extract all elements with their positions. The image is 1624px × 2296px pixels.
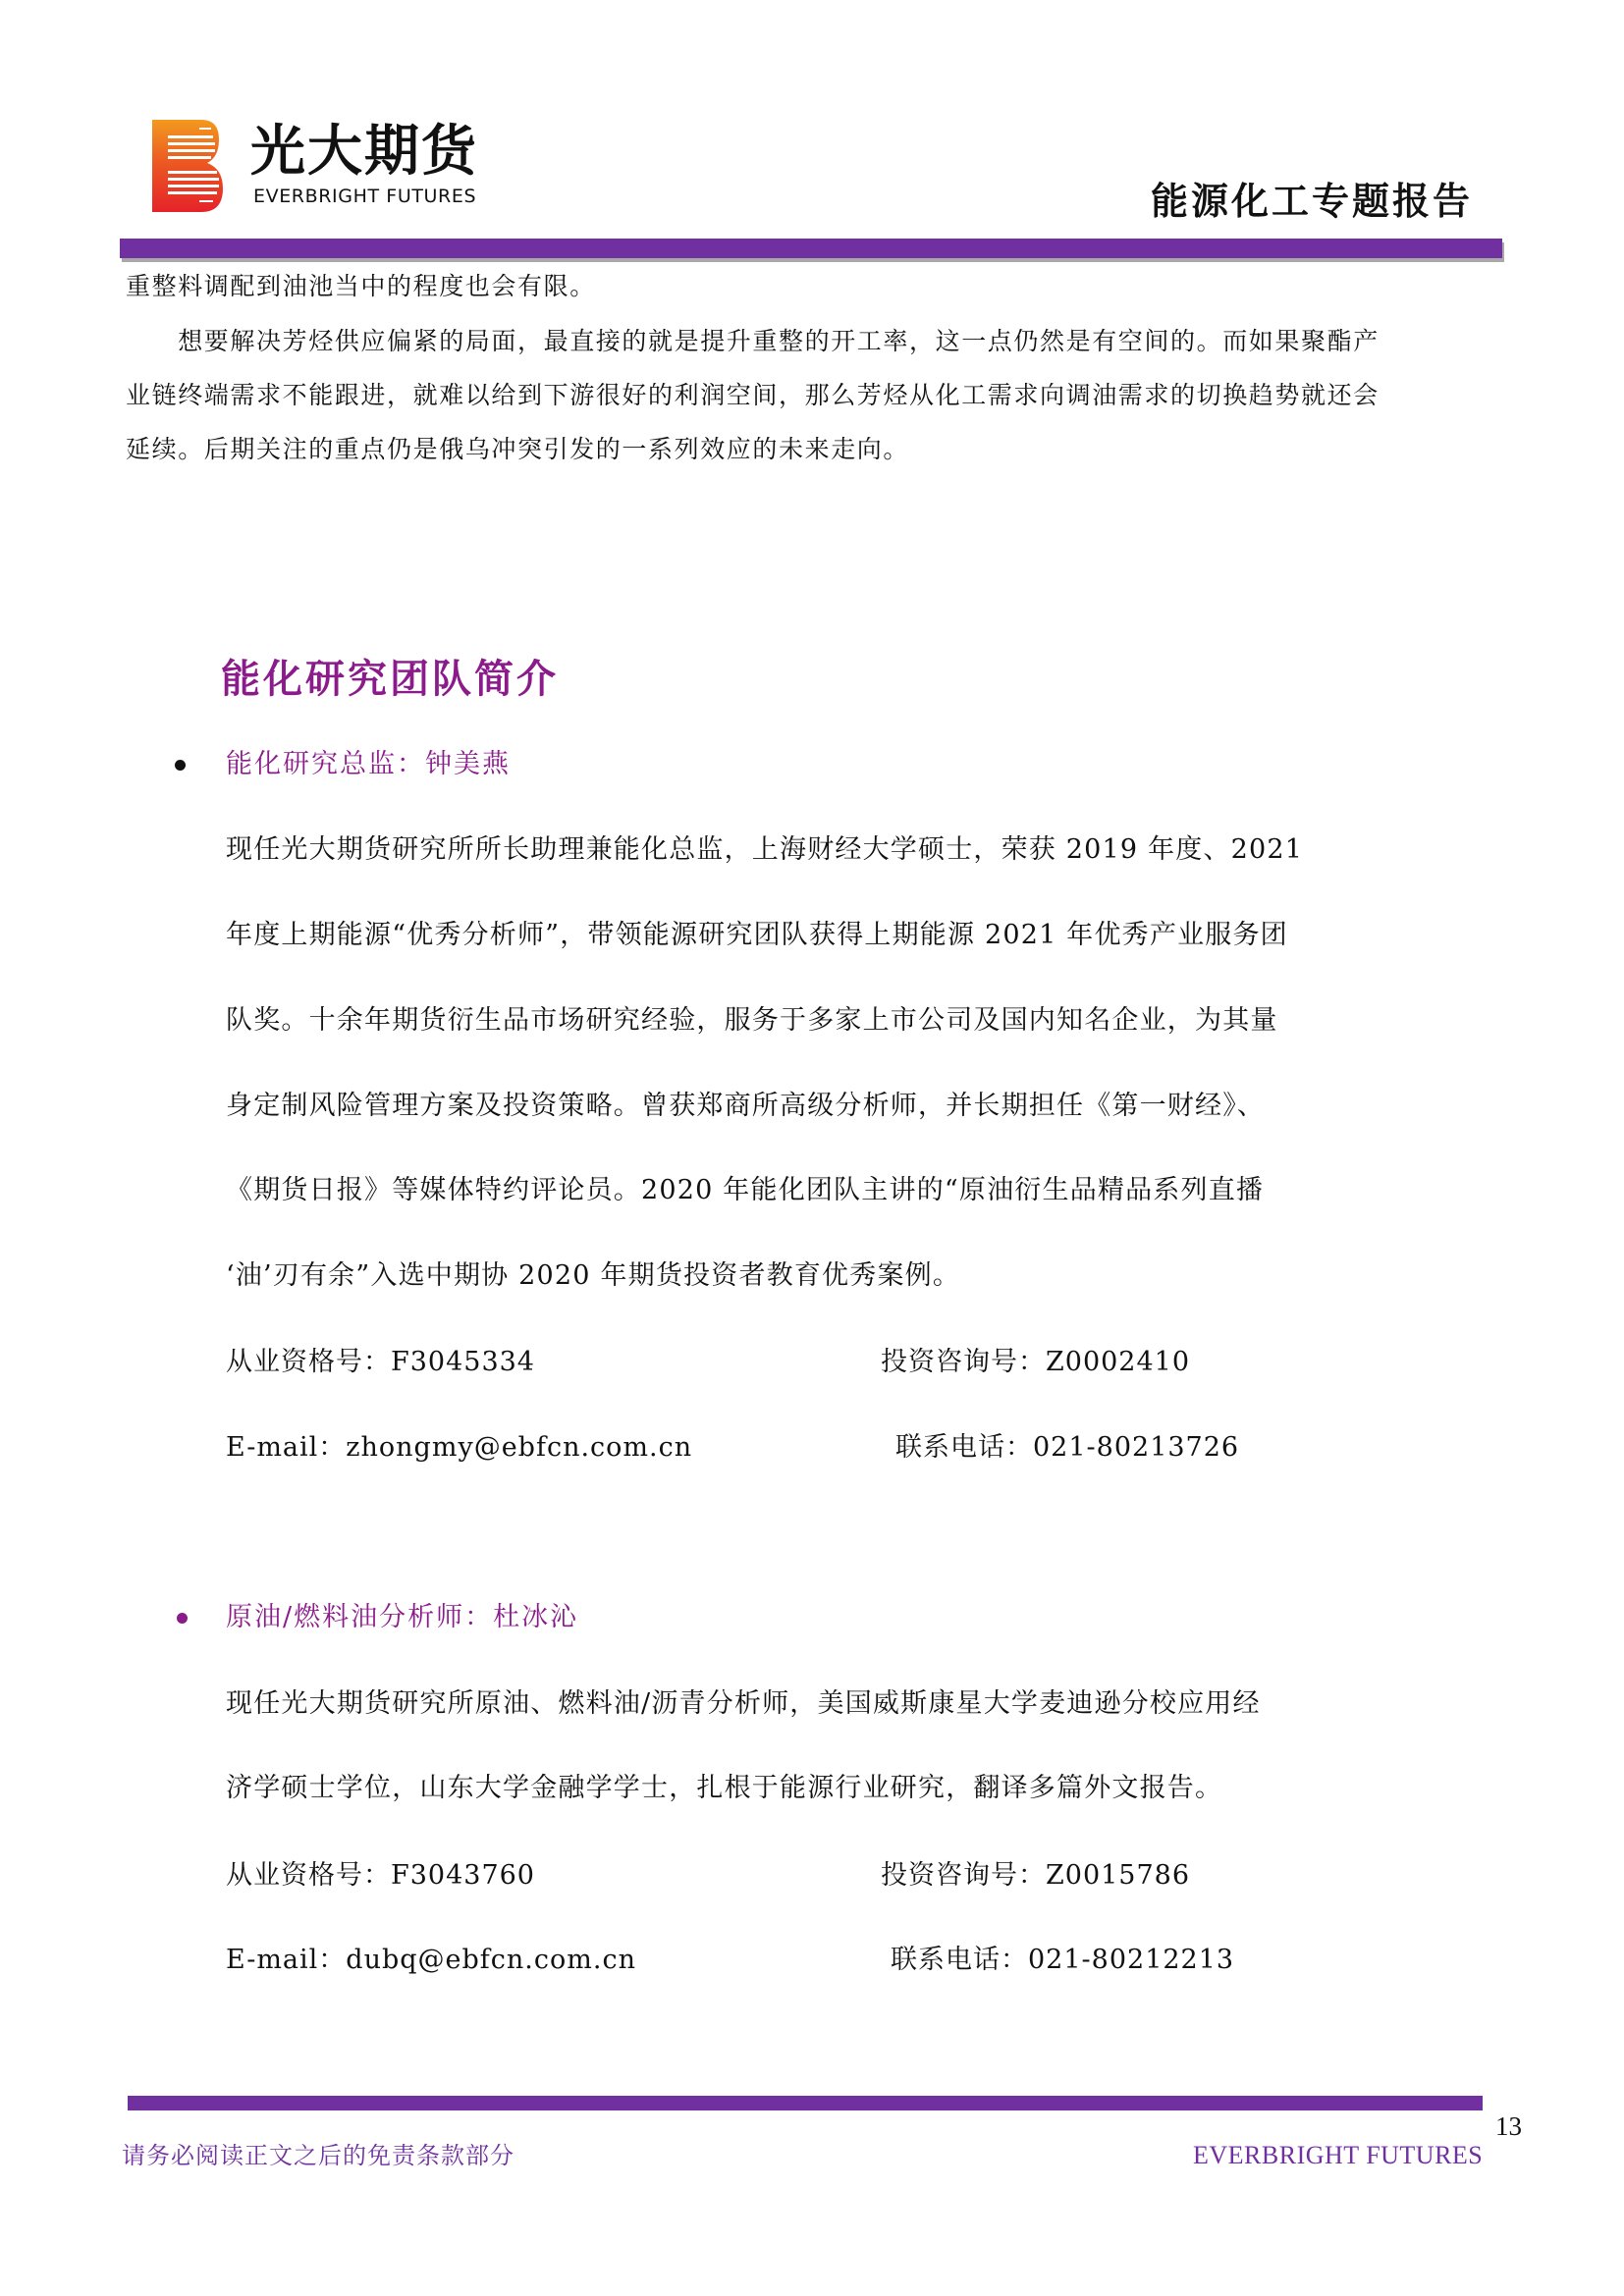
bullet-icon — [177, 1613, 188, 1624]
everbright-logo-icon — [152, 120, 223, 212]
bio-line: 身定制风险管理方案及投资策略。曾获郑商所高级分析师，并长期担任《第一财经》、 — [226, 1091, 1266, 1121]
report-title: 能源化工专题报告 — [1151, 179, 1474, 223]
brand-name-en: EVERBRIGHT FUTURES — [253, 186, 477, 207]
footer-divider-bar — [128, 2096, 1483, 2110]
qualification-number: 从业资格号：F3043760 — [226, 1860, 535, 1891]
bio-line: 济学硕士学位，山东大学金融学学士，扎根于能源行业研究，翻译多篇外文报告。 — [226, 1773, 1223, 1803]
phone-number: 联系电话：021-80213726 — [895, 1432, 1240, 1463]
bio-line: 《期货日报》等媒体特约评论员。2020 年能化团队主讲的“原油衍生品精品系列直播 — [226, 1175, 1265, 1205]
paragraph-line: 延续。后期关注的重点仍是俄乌冲突引发的一系列效应的未来走向。 — [126, 435, 910, 463]
bio-line: 年度上期能源“优秀分析师”，带领能源研究团队获得上期能源 2021 年优秀产业服务团 — [226, 920, 1288, 950]
footer-brand: EVERBRIGHT FUTURES — [1193, 2141, 1484, 2169]
consulting-number: 投资咨询号：Z0002410 — [881, 1347, 1191, 1377]
member-heading: 能化研究总监：钟美燕 — [226, 749, 511, 779]
paragraph-line: 重整料调配到油池当中的程度也会有限。 — [126, 272, 596, 300]
email-link[interactable]: E-mail：zhongmy@ebfcn.com.cn — [226, 1432, 693, 1463]
bio-line: 队奖。十余年期货衍生品市场研究经验，服务于多家上市公司及国内知名企业，为其量 — [226, 1005, 1278, 1036]
bio-line: 现任光大期货研究所所长助理兼能化总监，上海财经大学硕士，荣获 2019 年度、2021 — [226, 834, 1304, 865]
consulting-number: 投资咨询号：Z0015786 — [881, 1860, 1191, 1891]
header-divider-bar — [120, 239, 1502, 258]
paragraph-line: 业链终端需求不能跟进，就难以给到下游很好的利润空间，那么芳烃从化工需求向调油需求的切换趋势就还会 — [126, 381, 1380, 409]
brand-name-cn: 光大期货 — [250, 120, 478, 184]
qualification-number: 从业资格号：F3045334 — [226, 1347, 535, 1377]
bio-line: 现任光大期货研究所原油、燃料油/沥青分析师，美国威斯康星大学麦迪逊分校应用经 — [226, 1688, 1261, 1719]
section-title-team: 能化研究团队简介 — [221, 656, 559, 702]
member-heading: 原油/燃料油分析师：杜冰沁 — [226, 1602, 579, 1632]
bio-line: ‘油’刃有余”入选中期协 2020 年期货投资者教育优秀案例。 — [226, 1260, 961, 1291]
email-link[interactable]: E-mail：dubq@ebfcn.com.cn — [226, 1945, 636, 1975]
page-number: 13 — [1495, 2111, 1522, 2141]
bullet-icon — [175, 760, 186, 771]
phone-number: 联系电话：021-80212213 — [891, 1945, 1235, 1975]
paragraph-line: 想要解决芳烃供应偏紧的局面，最直接的就是提升重整的开工率，这一点仍然是有空间的。而如果聚酯产 — [126, 327, 1380, 355]
disclaimer-note: 请务必阅读正文之后的免责条款部分 — [122, 2142, 514, 2169]
